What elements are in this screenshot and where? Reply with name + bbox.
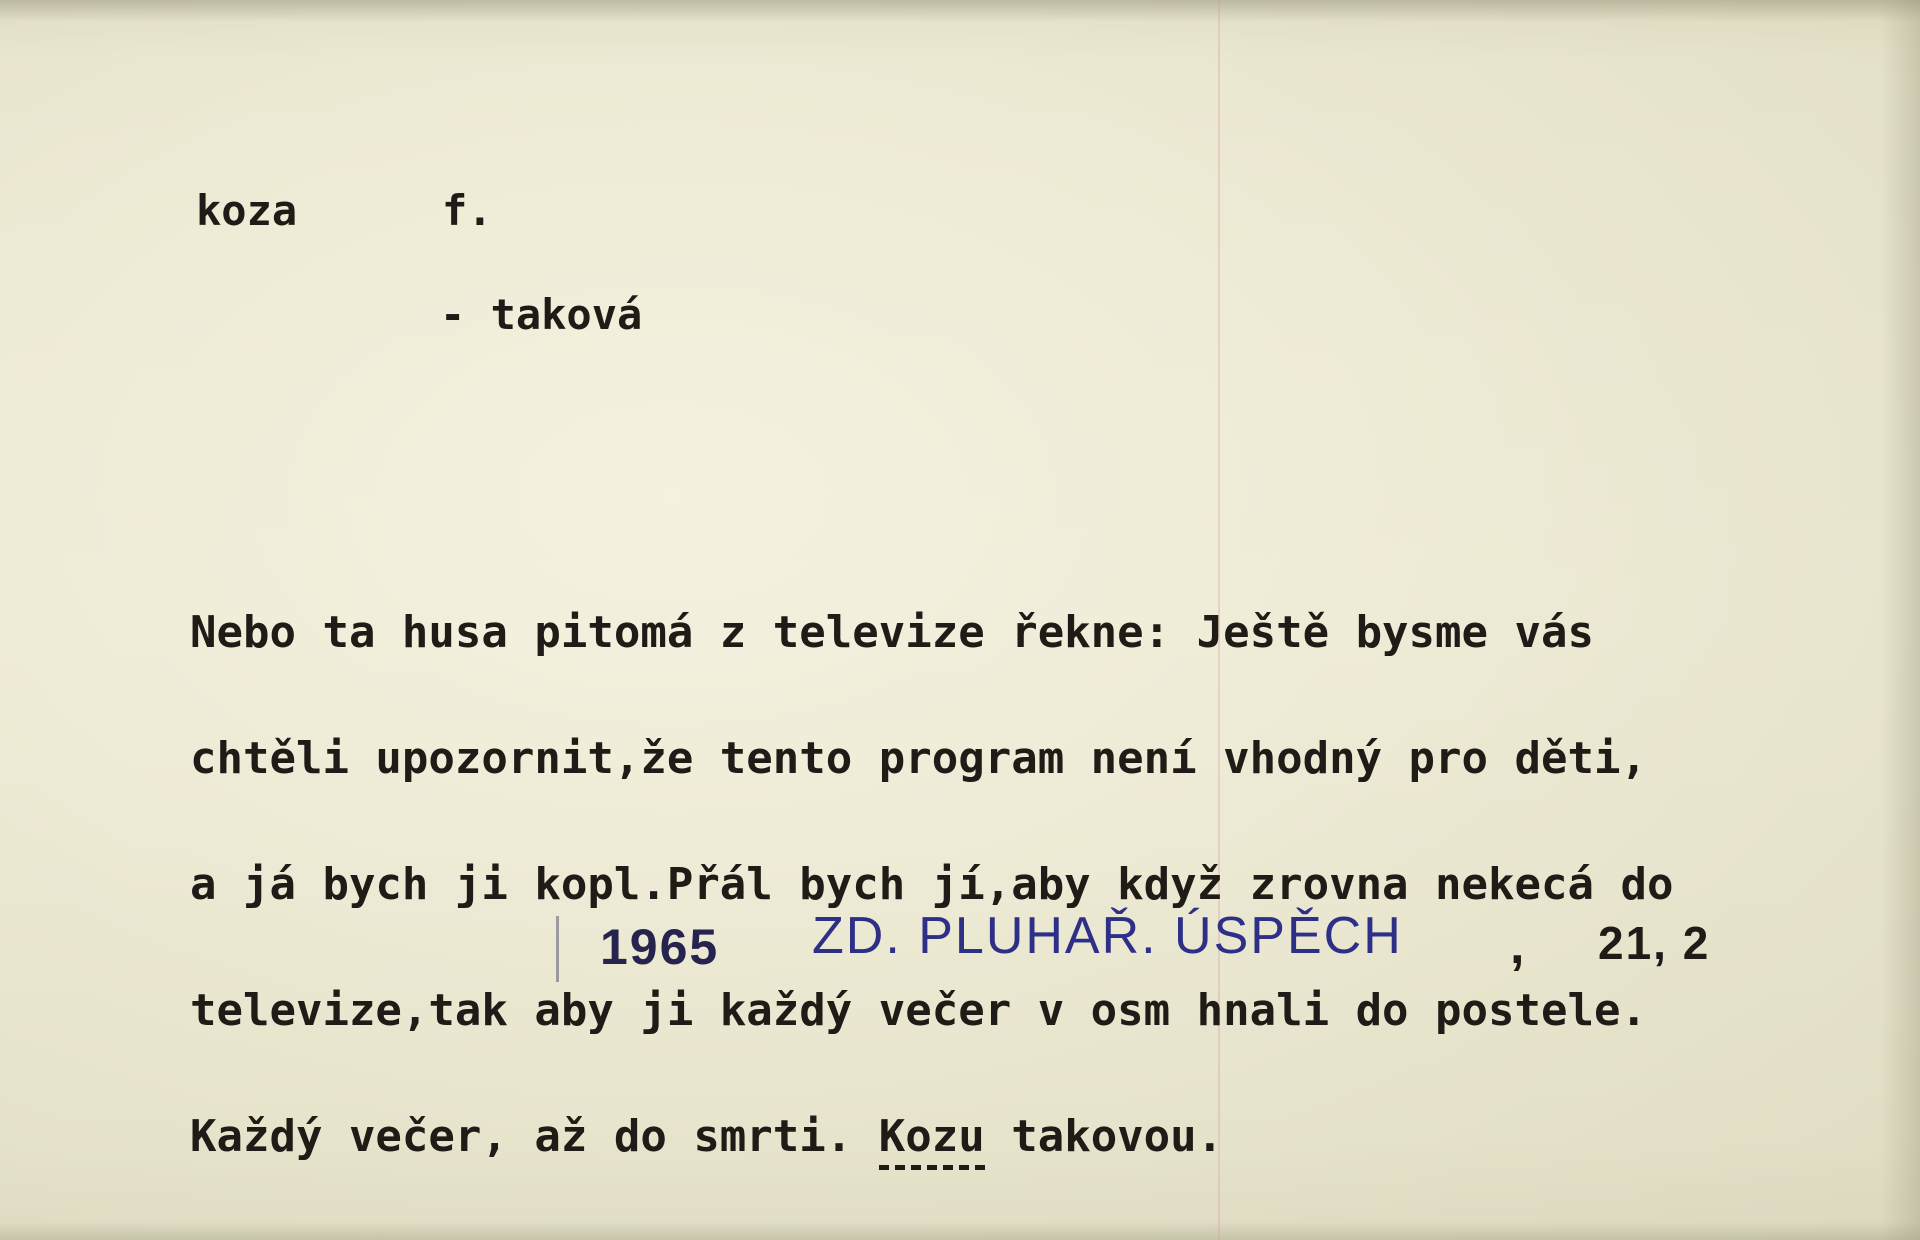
headword: koza: [196, 186, 298, 235]
quote-tail: takovou.: [984, 1111, 1224, 1162]
underlined-headword: Kozu: [878, 1111, 985, 1162]
card-top-edge: [0, 0, 1920, 22]
quote-line-text: Každý večer, až do smrti.: [190, 1111, 853, 1162]
quote-line: televize,tak aby ji každý večer v osm hnali do postele.: [190, 985, 1647, 1036]
card-right-edge: [1880, 0, 1920, 1240]
grammar-label: f.: [442, 186, 493, 235]
collocation: - taková: [440, 290, 643, 339]
quote-line: Nebo ta husa pitomá z televize řekne: Ještě bysme vás: [190, 607, 1594, 658]
quote-line: a já bych ji kopl.Přál bych jí,aby když zrovna nekecá do: [190, 859, 1674, 910]
source-page: 21, 2: [1598, 917, 1711, 969]
source-separator: ,: [1510, 917, 1527, 975]
quote-line-last: [190, 1111, 1673, 1162]
source-year: 1965: [600, 919, 720, 975]
source-citation: ZD. PLUHAŘ. ÚSPĚCH: [812, 907, 1403, 965]
quote-line: chtěli upozornit,že tento program není vhodný pro děti,: [190, 733, 1647, 784]
stamp-bracket: [556, 916, 563, 982]
quotation: [190, 528, 1673, 1240]
